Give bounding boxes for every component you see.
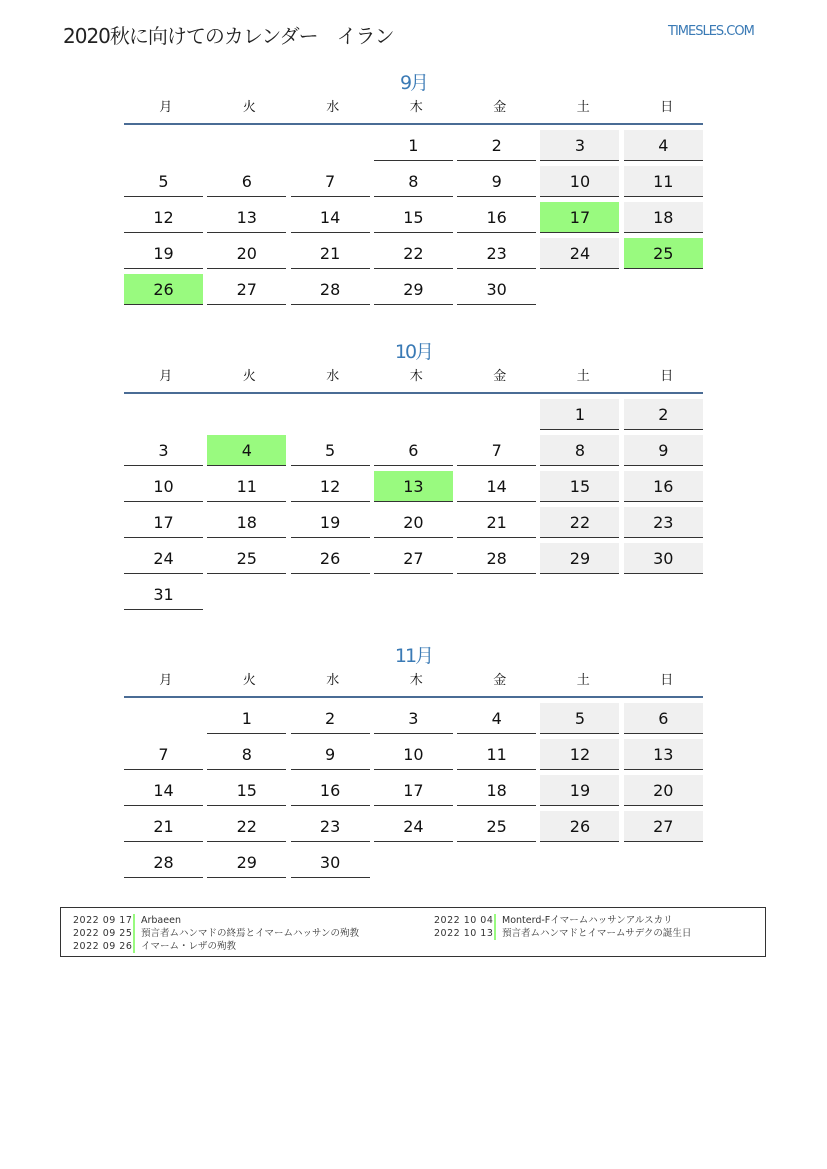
day-cell[interactable]: 20: [624, 775, 703, 806]
month-title: 11月: [394, 645, 433, 667]
day-cell[interactable]: 22: [540, 507, 619, 538]
day-cell[interactable]: 19: [124, 238, 203, 269]
holiday-day-cell[interactable]: 4: [207, 435, 286, 466]
day-cell[interactable]: 20: [207, 238, 286, 269]
day-cell[interactable]: 14: [291, 202, 370, 233]
day-cell[interactable]: 11: [207, 471, 286, 502]
legend-holiday-name: Arbaeen: [141, 915, 181, 926]
weekday-header: [124, 367, 703, 392]
header-divider: [124, 696, 703, 698]
days-grid: [124, 130, 703, 310]
legend-date: 2022 09 17: [73, 914, 135, 927]
day-cell[interactable]: 3: [374, 703, 453, 734]
days-grid: [124, 399, 703, 615]
empty-cell: [291, 130, 370, 161]
empty-cell: [124, 703, 203, 734]
day-cell[interactable]: 7: [291, 166, 370, 197]
page-title: 2020秋に向けてのカレンダー イラン: [63, 24, 394, 48]
weekday-header: [124, 671, 703, 696]
day-cell[interactable]: 25: [457, 811, 536, 842]
month-title: 9月: [399, 72, 428, 94]
weekday-label: 月: [159, 673, 173, 688]
day-cell[interactable]: 9: [624, 435, 703, 466]
day-cell[interactable]: 24: [540, 238, 619, 269]
weekday-label: 日: [660, 369, 674, 384]
empty-cell: [207, 399, 286, 430]
day-cell[interactable]: 23: [624, 507, 703, 538]
day-cell[interactable]: 29: [540, 543, 619, 574]
day-cell[interactable]: 23: [457, 238, 536, 269]
legend-date: 2022 10 13: [434, 927, 496, 940]
day-cell[interactable]: 11: [457, 739, 536, 770]
weekday-label: 土: [576, 673, 590, 688]
day-cell[interactable]: 15: [540, 471, 619, 502]
day-cell[interactable]: 21: [291, 238, 370, 269]
legend-holiday-name: イマーム・レザの殉教: [141, 941, 237, 952]
empty-cell: [291, 399, 370, 430]
day-cell[interactable]: 14: [457, 471, 536, 502]
legend-entry: [73, 914, 359, 927]
day-cell[interactable]: 27: [207, 274, 286, 305]
day-cell[interactable]: 31: [124, 579, 203, 610]
weekday-label: 木: [409, 100, 423, 115]
brand-link[interactable]: TIMESLES.COM: [668, 24, 754, 39]
day-cell[interactable]: 30: [624, 543, 703, 574]
month-calendar: [124, 337, 703, 615]
day-cell[interactable]: 1: [540, 399, 619, 430]
weekday-label: 木: [409, 673, 423, 688]
day-cell[interactable]: 6: [624, 703, 703, 734]
empty-cell: [124, 399, 203, 430]
day-cell[interactable]: 14: [124, 775, 203, 806]
empty-cell: [457, 399, 536, 430]
day-cell[interactable]: 19: [540, 775, 619, 806]
day-cell[interactable]: 18: [457, 775, 536, 806]
empty-cell: [124, 130, 203, 161]
day-cell[interactable]: 11: [624, 166, 703, 197]
weekday-label: 火: [242, 673, 256, 688]
month-calendar: [124, 641, 703, 883]
day-cell[interactable]: 28: [291, 274, 370, 305]
day-cell[interactable]: 10: [540, 166, 619, 197]
day-cell[interactable]: 29: [374, 274, 453, 305]
day-cell[interactable]: 10: [374, 739, 453, 770]
weekday-label: 日: [660, 673, 674, 688]
weekday-header: [124, 98, 703, 123]
day-cell[interactable]: 26: [540, 811, 619, 842]
day-cell[interactable]: 17: [124, 507, 203, 538]
weekday-label: 土: [576, 369, 590, 384]
day-cell[interactable]: 26: [291, 543, 370, 574]
weekday-label: 水: [326, 673, 340, 688]
day-cell[interactable]: 8: [374, 166, 453, 197]
day-cell[interactable]: 7: [124, 739, 203, 770]
day-cell[interactable]: 29: [207, 847, 286, 878]
day-cell[interactable]: 18: [207, 507, 286, 538]
day-cell[interactable]: 5: [540, 703, 619, 734]
legend-entry: [434, 927, 691, 940]
month-calendar: [124, 68, 703, 310]
weekday-label: 日: [660, 100, 674, 115]
day-cell[interactable]: 8: [207, 739, 286, 770]
day-cell[interactable]: 30: [291, 847, 370, 878]
day-cell[interactable]: 19: [291, 507, 370, 538]
day-cell[interactable]: 12: [124, 202, 203, 233]
day-cell[interactable]: 21: [124, 811, 203, 842]
day-cell[interactable]: 13: [624, 739, 703, 770]
legend-right-column: [434, 914, 691, 940]
weekday-label: 金: [493, 673, 507, 688]
day-cell[interactable]: 24: [374, 811, 453, 842]
weekday-label: 土: [576, 100, 590, 115]
weekday-label: 水: [326, 100, 340, 115]
day-cell[interactable]: 4: [457, 703, 536, 734]
day-cell[interactable]: 6: [374, 435, 453, 466]
day-cell[interactable]: 15: [374, 202, 453, 233]
day-cell[interactable]: 7: [457, 435, 536, 466]
holiday-day-cell[interactable]: 25: [624, 238, 703, 269]
days-grid: [124, 703, 703, 883]
day-cell[interactable]: 22: [207, 811, 286, 842]
weekday-label: 水: [326, 369, 340, 384]
legend-date: 2022 10 04: [434, 914, 496, 927]
day-cell[interactable]: 1: [374, 130, 453, 161]
day-cell[interactable]: 17: [374, 775, 453, 806]
empty-cell: [207, 130, 286, 161]
legend-left-column: [73, 914, 359, 953]
weekday-label: 月: [159, 100, 173, 115]
holiday-day-cell[interactable]: 26: [124, 274, 203, 305]
holiday-legend: [60, 907, 766, 957]
day-cell[interactable]: 16: [457, 202, 536, 233]
day-cell[interactable]: 4: [624, 130, 703, 161]
legend-holiday-name: Monterd-Fイマームハッサンアルスカリ: [502, 915, 673, 926]
day-cell[interactable]: 2: [624, 399, 703, 430]
weekday-label: 木: [409, 369, 423, 384]
empty-cell: [374, 399, 453, 430]
weekday-label: 月: [159, 369, 173, 384]
day-cell[interactable]: 13: [207, 202, 286, 233]
day-cell[interactable]: 23: [291, 811, 370, 842]
day-cell[interactable]: 22: [374, 238, 453, 269]
day-cell[interactable]: 27: [624, 811, 703, 842]
holiday-day-cell[interactable]: 17: [540, 202, 619, 233]
legend-holiday-name: 預言者ムハンマドの終焉とイマームハッサンの殉教: [141, 928, 360, 939]
day-cell[interactable]: 3: [540, 130, 619, 161]
legend-entry: [73, 927, 359, 940]
day-cell[interactable]: 1: [207, 703, 286, 734]
day-cell[interactable]: 16: [291, 775, 370, 806]
day-cell[interactable]: 12: [540, 739, 619, 770]
header-divider: [124, 123, 703, 125]
day-cell[interactable]: 2: [291, 703, 370, 734]
legend-holiday-name: 預言者ムハンマドとイマームサデクの誕生日: [502, 928, 692, 939]
legend-entry: [73, 940, 359, 953]
day-cell[interactable]: 9: [291, 739, 370, 770]
weekday-label: 金: [493, 369, 507, 384]
day-cell[interactable]: 8: [540, 435, 619, 466]
weekday-label: 火: [242, 369, 256, 384]
day-cell[interactable]: 21: [457, 507, 536, 538]
weekday-label: 火: [242, 100, 256, 115]
month-title: 10月: [394, 341, 433, 363]
day-cell[interactable]: 25: [207, 543, 286, 574]
day-cell[interactable]: 12: [291, 471, 370, 502]
day-cell[interactable]: 27: [374, 543, 453, 574]
holiday-day-cell[interactable]: 13: [374, 471, 453, 502]
day-cell[interactable]: 10: [124, 471, 203, 502]
day-cell[interactable]: 2: [457, 130, 536, 161]
day-cell[interactable]: 5: [291, 435, 370, 466]
day-cell[interactable]: 28: [457, 543, 536, 574]
day-cell[interactable]: 30: [457, 274, 536, 305]
legend-date: 2022 09 26: [73, 940, 135, 953]
day-cell[interactable]: 24: [124, 543, 203, 574]
day-cell[interactable]: 6: [207, 166, 286, 197]
day-cell[interactable]: 16: [624, 471, 703, 502]
day-cell[interactable]: 3: [124, 435, 203, 466]
legend-date: 2022 09 25: [73, 927, 135, 940]
day-cell[interactable]: 9: [457, 166, 536, 197]
weekday-label: 金: [493, 100, 507, 115]
day-cell[interactable]: 15: [207, 775, 286, 806]
day-cell[interactable]: 20: [374, 507, 453, 538]
legend-entry: [434, 914, 691, 927]
day-cell[interactable]: 28: [124, 847, 203, 878]
day-cell[interactable]: 5: [124, 166, 203, 197]
header-divider: [124, 392, 703, 394]
day-cell[interactable]: 18: [624, 202, 703, 233]
